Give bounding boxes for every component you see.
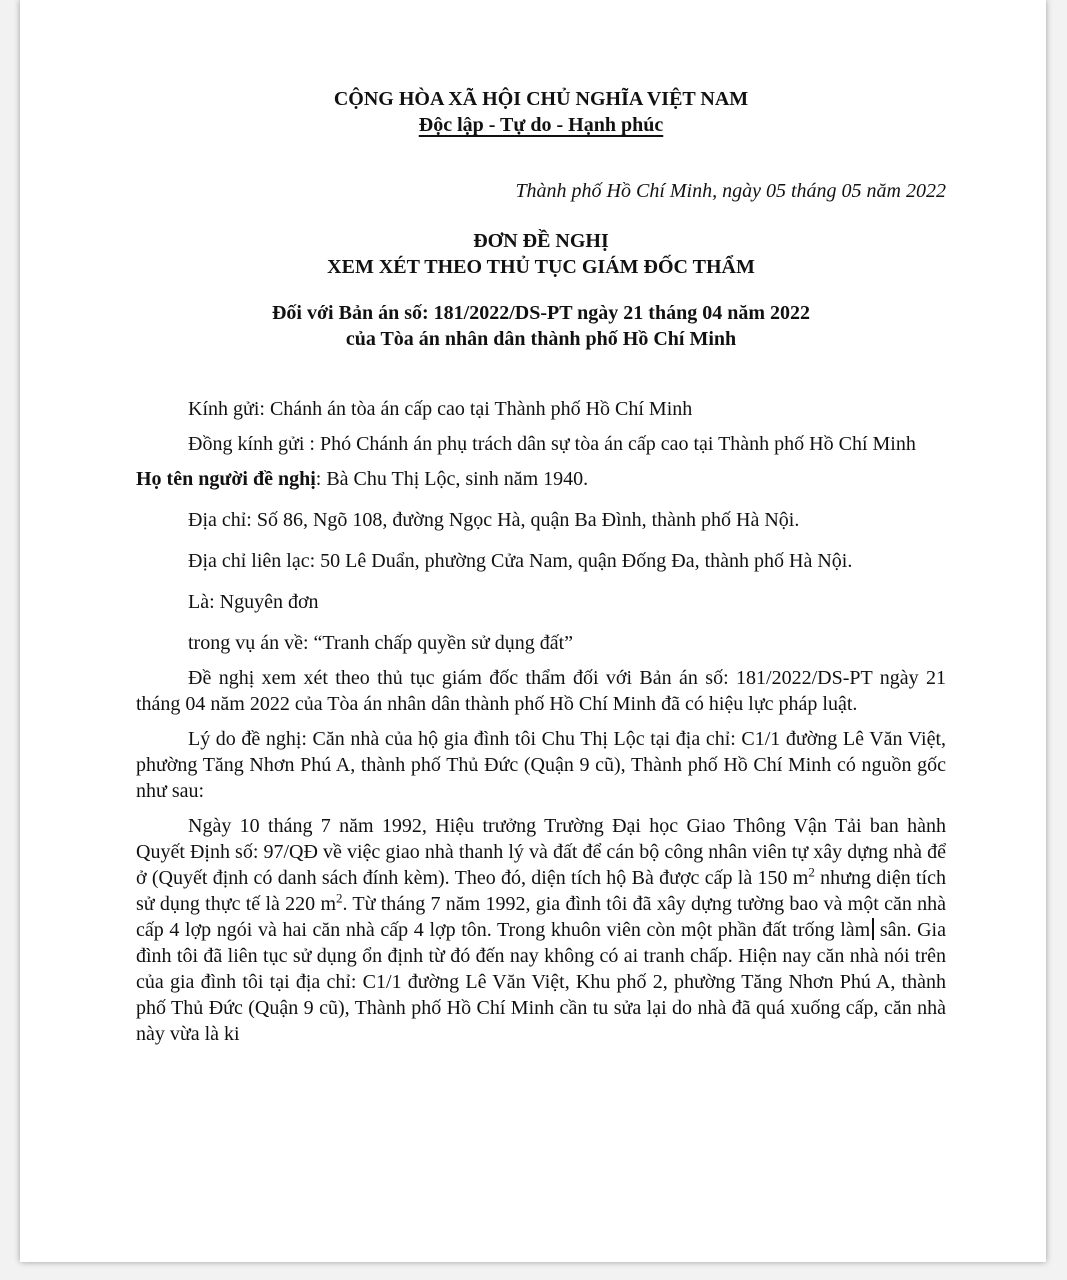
applicant-role: Là: Nguyên đơn (188, 591, 319, 613)
reason-paragraph: Lý do đề nghị: Căn nhà của hộ gia đình tôi Chu Thị Lộc tại địa chỉ: C1/1 đường Lê Văn Việt, phường Tăng Nhơn Phú A, thành phố Thủ Đức (Quận 9 cũ), Thành phố Hồ Chí Minh có nguồn gốc như sau: (136, 728, 946, 802)
area-unit-superscript-1: 2 (808, 864, 815, 880)
recipient-cc: Đồng kính gửi : Phó Chánh án phụ trách dân sự tòa án cấp cao tại Thành phố Hồ Chí Minh (188, 433, 916, 455)
applicant-value: : Bà Chu Thị Lộc, sinh năm 1940. (315, 468, 589, 490)
document-content (136, 86, 946, 1047)
national-title: CỘNG HÒA XÃ HỘI CHỦ NGHĨA VIỆT NAM (333, 88, 749, 110)
verdict-line-2: của Tòa án nhân dân thành phố Hồ Chí Minh (345, 328, 737, 350)
motto-text: Độc lập - Tự do - Hạnh phúc (418, 114, 664, 136)
history-text-a: Ngày 10 tháng 7 năm 1992, Hiệu trưởng Trường Đại học Giao Thông Vận Tải ban hành Quyết Định số: 97/QĐ về việc giao nhà thanh lý và đất để cán bộ công nhân viên tự xây dựng nhà để ở (Quyết định có danh sách đính kèm). Theo đó, diện tích hộ Bà được cấp là 150 m (136, 815, 946, 889)
case-type: trong vụ án về: “Tranh chấp quyền sử dụng đất” (188, 632, 574, 654)
title-line-2: XEM XÉT THEO THỦ TỤC GIÁM ĐỐC THẨM (327, 256, 755, 278)
history-text-d: sân. Gia đình tôi đã liên tục sử dụng ổn định từ đó đến nay không có ai tranh chấp. Hiện nay căn nhà nói trên của gia đình tôi tại địa chỉ: C1/1 đường Lê Văn Việt, Khu phố 2, phường Tăng Nhơn Phú A, thành phố Thủ Đức (Quận 9 cũ), Thành phố Hồ Chí Minh cần tu sửa lại do nhà đã quá xuống cấp, căn nhà này vừa là ki (136, 919, 946, 1045)
national-motto (136, 112, 946, 138)
history-text-b: nhưng diện tích sử dụng thực tế là 220 m (136, 867, 946, 915)
history-paragraph (136, 813, 946, 1047)
area-unit-superscript-2: 2 (336, 890, 343, 906)
history-text-c: . Từ tháng 7 năm 1992, gia đình tôi đã xây dựng tường bao và một căn nhà cấp 4 lợp ngói và hai căn nhà cấp 4 lợp tôn. Trong khuôn viên còn một phần đất trống làm (136, 893, 946, 941)
title-line-1: ĐƠN ĐỀ NGHỊ (473, 230, 609, 252)
date-line: Thành phố Hồ Chí Minh, ngày 05 tháng 05 năm 2022 (515, 180, 946, 202)
request-paragraph: Đề nghị xem xét theo thủ tục giám đốc thẩm đối với Bản án số: 181/2022/DS-PT ngày 21 tháng 04 năm 2022 của Tòa án nhân dân thành phố Hồ Chí Minh đã có hiệu lực pháp luật. (136, 667, 946, 715)
verdict-reference (136, 300, 946, 352)
applicant-contact: Địa chỉ liên lạc: 50 Lê Duẩn, phường Cửa Nam, quận Đống Đa, thành phố Hà Nội. (188, 550, 853, 572)
verdict-line-1: Đối với Bản án số: 181/2022/DS-PT ngày 21 tháng 04 năm 2022 (271, 302, 810, 324)
document-page (20, 0, 1046, 1262)
applicant-name-line (136, 466, 946, 492)
applicant-address: Địa chỉ: Số 86, Ngõ 108, đường Ngọc Hà, quận Ba Đình, thành phố Hà Nội. (188, 509, 800, 531)
recipient-to: Kính gửi: Chánh án tòa án cấp cao tại Thành phố Hồ Chí Minh (188, 398, 693, 420)
applicant-label: Họ tên người đề nghị (136, 468, 316, 490)
document-title (136, 228, 946, 280)
